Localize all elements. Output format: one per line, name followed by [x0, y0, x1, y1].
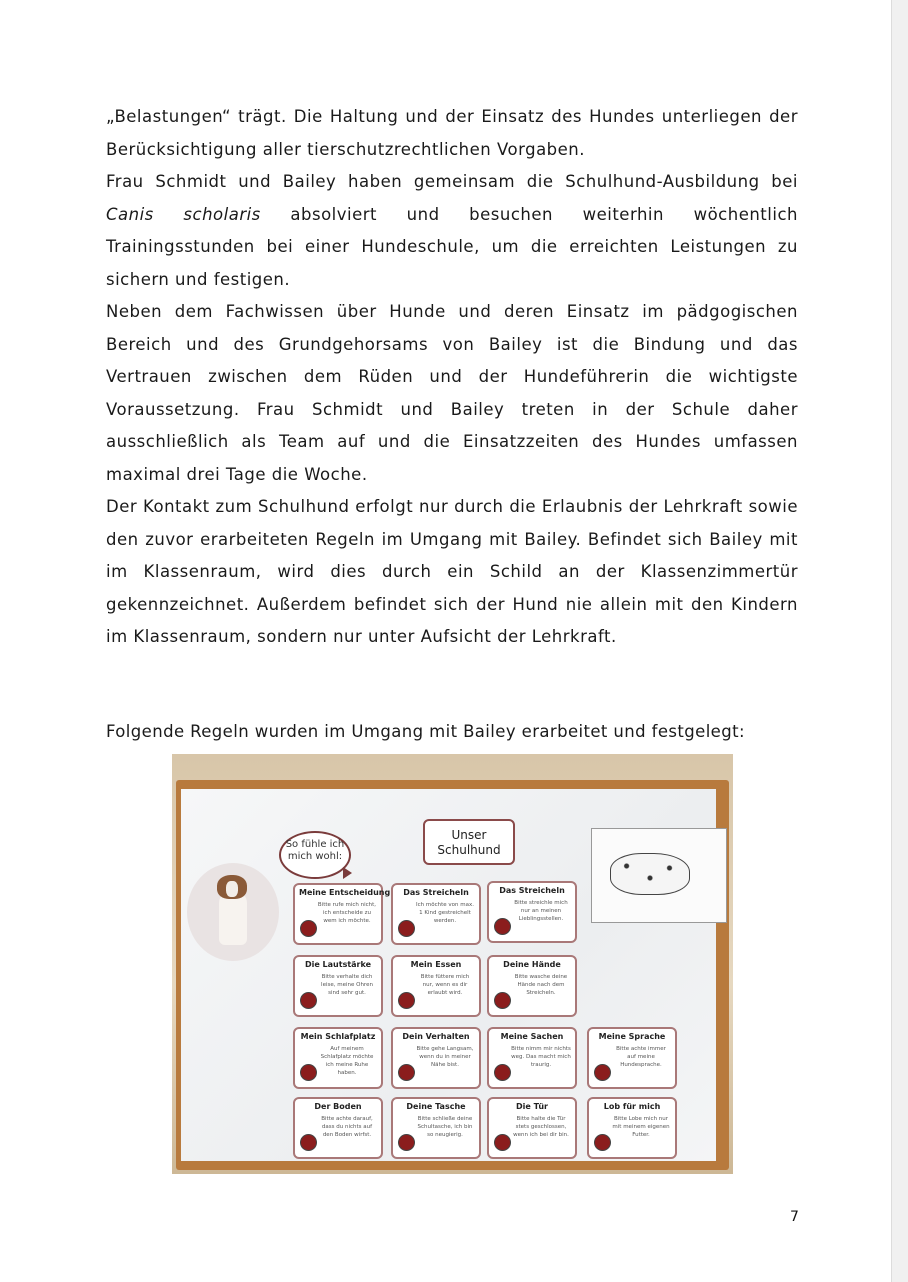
paragraph-4: Der Kontakt zum Schulhund erfolgt nur durch die Erlaubnis der Lehrkraft sowie den zuvor erarbeiteten Regeln im Umgang mit Bailey. Befindet sich Bailey mit im Klassenraum, wird dies durch ein Schild an der Klassenzimmertür gekennzeichnet. Außerdem befindet sich der Hund nie allein mit den Kindern im Klassenraum, sondern nur unter Aufsicht der Lehrkraft. [106, 497, 798, 646]
food-icon [398, 992, 415, 1009]
rule-card [293, 1027, 383, 1089]
rule-text: Bitte achte immer auf meine Hundesprache. [616, 1046, 666, 1068]
speech-bubble-tail [343, 867, 352, 879]
trash-icon [300, 1134, 317, 1151]
rule-text: Auf meinem Schlafplatz möchte ich meine Ruhe haben. [320, 1046, 374, 1076]
rule-card [391, 955, 481, 1017]
rule-text: Bitte rufe mich nicht, ich entscheide zu wem ich möchte. [317, 902, 377, 924]
whiteboard [181, 789, 716, 1161]
paragraph-2-end: absolviert und besuchen weiterhin wöchentlich Trainingsstunden bei einer Hundeschule, um die erreichten Leistungen zu sichern und festigen. [106, 204, 798, 289]
dog-face [226, 881, 238, 897]
rule-title: Mein Schlafplatz [300, 1032, 376, 1041]
backpack-icon [398, 1134, 415, 1151]
dalmatian-drawing [591, 828, 727, 923]
rule-card [487, 1027, 577, 1089]
rule-text: Bitte verhalte dich leise, meine Ohren sind sehr gut. [321, 974, 373, 996]
paragraph-1: „Belastungen“ trägt. Die Haltung und der Einsatz des Hundes unterliegen der Berücksichtigung aller tierschutzrechtlichen Vorgaben. [106, 107, 798, 159]
board-title: Unser Schulhund [423, 819, 515, 865]
rule-card [487, 1097, 577, 1159]
rule-title: Der Boden [314, 1102, 362, 1111]
rule-card [391, 1097, 481, 1159]
rule-text: Bitte halte die Tür stets geschlossen, wenn ich bei dir bin. [513, 1116, 569, 1138]
rule-text: Bitte Lobe mich nur mit meinem eigenen Futter. [612, 1116, 670, 1138]
food-bowl-icon [594, 1134, 611, 1151]
paragraph-2-start: Frau Schmidt und Bailey haben gemeinsam die Schulhund-Ausbildung bei [106, 172, 798, 191]
rule-title: Lob für mich [603, 1102, 661, 1111]
rule-card [587, 1027, 677, 1089]
rule-title: Deine Tasche [406, 1102, 466, 1111]
rule-title: Die Lautstärke [304, 960, 372, 969]
soap-icon [494, 992, 511, 1009]
rule-title: Mein Essen [410, 960, 462, 969]
rule-text: Bitte schließe deine Schultasche, ich bin so neugierig. [417, 1116, 473, 1138]
rule-title: Das Streicheln [403, 888, 469, 897]
dalmatian-icon [610, 853, 690, 895]
rule-card [487, 881, 577, 943]
ear-icon [300, 992, 317, 1009]
rule-text: Bitte streichle mich nur an meinen Lieblingsstellen. [514, 900, 568, 922]
body-text [106, 101, 798, 654]
dog-icon [300, 920, 317, 937]
rule-title: Meine Entscheidung [299, 888, 391, 897]
rules-board-photo [172, 754, 733, 1174]
paragraph-3: Neben dem Fachwissen über Hunde und deren Einsatz im pädgogischen Bereich und des Grundgehorsams von Bailey ist die Bindung und das Vertrauen zwischen dem Rüden und der Hundeführerin die wichtigste Voraussetzung. Frau Schmidt und Bailey treten in der Schule daher ausschließlich als Team auf und die Einsatzzeiten des Hundes umfassen maximal drei Tage die Woche. [106, 302, 798, 484]
rule-card [293, 883, 391, 945]
ball-icon [494, 1064, 511, 1081]
paragraph-2 [106, 166, 798, 296]
rule-card [391, 1027, 481, 1089]
rule-card [293, 1097, 383, 1159]
paragraph-2-italic: Canis scholaris [106, 204, 261, 224]
dog-bed-icon [300, 1064, 317, 1081]
rule-text: Bitte nimm mir nichts weg. Das macht mich traurig. [511, 1046, 571, 1068]
rule-title: Meine Sprache [598, 1032, 666, 1041]
turtle-icon [398, 1064, 415, 1081]
rule-title: Meine Sachen [500, 1032, 564, 1041]
rule-card [587, 1097, 677, 1159]
rule-title: Dein Verhalten [402, 1032, 470, 1041]
speech-icon [594, 1064, 611, 1081]
rules-intro: Folgende Regeln wurden im Umgang mit Bailey erarbeitet und festgelegt: [106, 722, 745, 741]
rule-title: Die Tür [516, 1102, 548, 1111]
rule-card [487, 955, 577, 1017]
rule-card [391, 883, 481, 945]
door-icon [494, 1134, 511, 1151]
speech-bubble: So fühle ich mich wohl: [279, 831, 351, 879]
dog-photo [187, 863, 279, 961]
rule-text: Bitte wasche deine Hände nach dem Streicheln. [514, 974, 568, 996]
dog-body [219, 891, 247, 945]
rule-title: Das Streicheln [499, 886, 565, 895]
scrollbar-track[interactable] [891, 0, 908, 1282]
rule-text: Ich möchte von max. 1 Kind gestreichelt werden. [416, 902, 474, 924]
rule-title: Deine Hände [503, 960, 561, 969]
page-number: 7 [790, 1209, 799, 1225]
rule-card [293, 955, 383, 1017]
heart-icon [494, 918, 511, 935]
rule-text: Bitte achte darauf, dass du nichts auf den Boden wirfst. [321, 1116, 373, 1138]
rule-text: Bitte füttere mich nur, wenn es dir erlaubt wird. [420, 974, 470, 996]
number-one-icon [398, 920, 415, 937]
rule-text: Bitte gehe Langsam, wenn du in meiner Nähe bist. [416, 1046, 474, 1068]
